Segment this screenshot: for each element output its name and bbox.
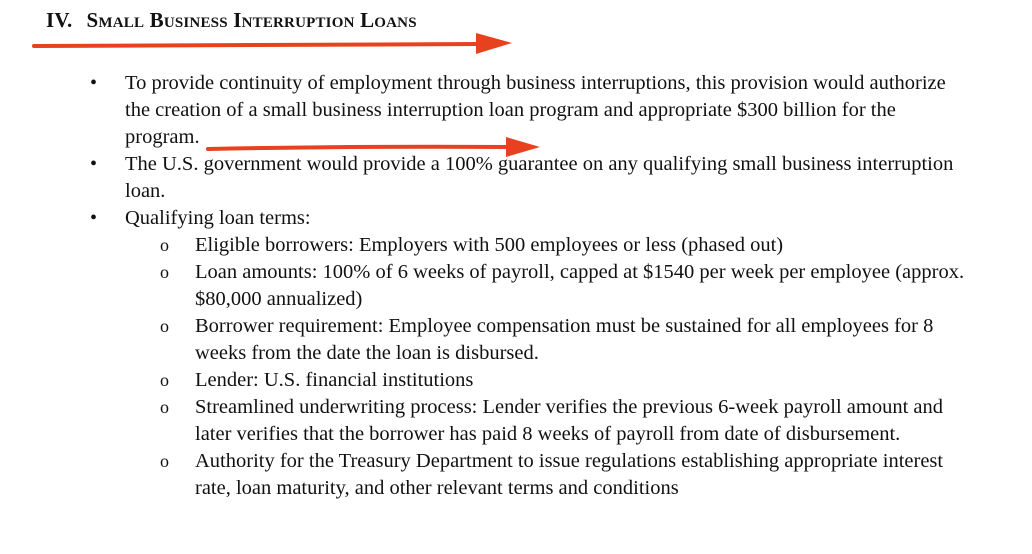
sub-bullet-marker: o [160,235,169,255]
sub-bullet-marker: o [160,397,169,417]
bullet-text: The U.S. government would provide a 100% guarantee on any qualifying small business interruption loan. [125,153,954,202]
sub-bullet-text: Borrower requirement: Employee compensation must be sustained for all employees for 8 weeks from the date the loan is disbursed. [195,315,934,364]
sub-bullet-marker: o [160,370,169,390]
sub-bullet-item [0,259,965,313]
bullet-text: To provide continuity of employment through business interruptions, this provision would authorize the creation of a small business interruption loan program and appropriate $300 billion for the program. [125,72,946,148]
sub-bullet-item [0,448,965,502]
section-number: IV. [46,8,73,32]
bullet-text: Qualifying loan terms: [125,207,311,229]
annotation-arrow-icon [200,135,550,161]
sub-bullet-text: Eligible borrowers: Employers with 500 employees or less (phased out) [195,234,784,256]
bullet-marker: • [90,207,98,229]
sub-bullet-marker: o [160,451,169,471]
bullet-marker: • [90,153,98,175]
sub-bullet-text: Streamlined underwriting process: Lender verifies the previous 6-week payroll amount and later verifies that the borrower has paid 8 weeks of payroll from date of disbursement. [195,396,944,445]
sub-bullet-item [0,394,965,448]
bullet-item [0,205,965,232]
sub-bullet-text: Lender: U.S. financial institutions [195,369,474,391]
bullet-marker: • [90,72,98,94]
sub-bullet-text: Loan amounts: 100% of 6 weeks of payroll, capped at $1540 per week per employee (approx. $80,000 annualized) [195,261,965,310]
sub-bullet-item [0,232,965,259]
annotation-arrow-icon [30,28,520,62]
sub-bullet-item [0,313,965,367]
section-title: Small Business Interruption Loans [86,8,417,32]
sub-bullet-item [0,367,965,394]
sub-bullet-text: Authority for the Treasury Department to issue regulations establishing appropriate interest rate, loan maturity, and other relevant terms and conditions [195,450,944,499]
sub-bullet-marker: o [160,316,169,336]
sub-bullet-marker: o [160,262,169,282]
